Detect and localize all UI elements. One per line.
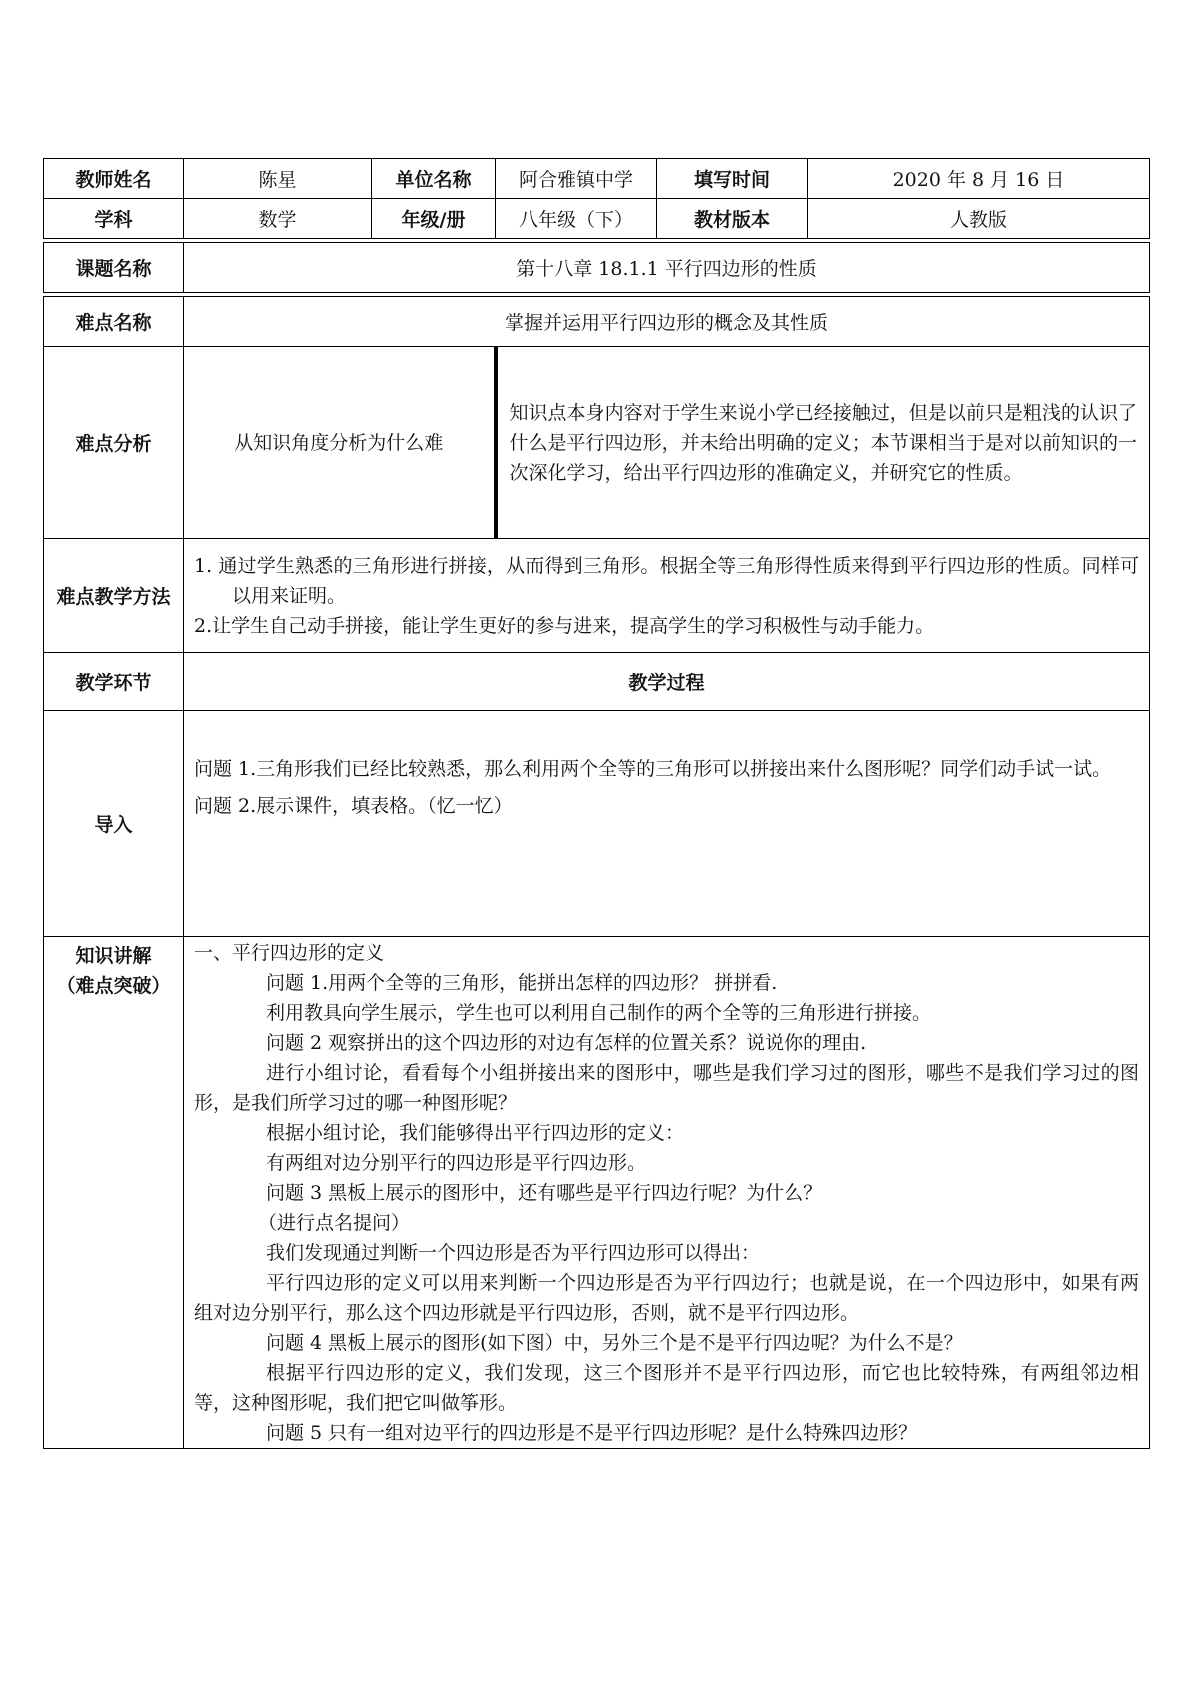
knowledge-p11: 问题 4 黑板上展示的图形(如下图）中，另外三个是不是平行四边呢？为什么不是？ [266, 1332, 963, 1354]
lesson-plan-sheet [43, 158, 1149, 1449]
knowledge-p5: 根据小组讨论，我们能够得出平行四边形的定义： [266, 1122, 685, 1144]
knowledge-row [44, 937, 1150, 1449]
topic-row [44, 243, 1150, 293]
knowledge-label [44, 937, 184, 1449]
knowledge-p12: 根据平行四边形的定义，我们发现，这三个图形并不是平行四边形，而它也比较特殊，有两组邻边相等，这种图形呢，我们把它叫做筝形。 [194, 1362, 1139, 1414]
unit-value: 阿合雅镇中学 [496, 159, 657, 199]
method-item-2: 2.让学生自己动手拼接，能让学生更好的参与进来，提高学生的学习积极性与动手能力。 [194, 614, 935, 637]
knowledge-p8: （进行点名提问） [258, 1212, 411, 1234]
knowledge-label-line2: （难点突破） [56, 975, 171, 997]
knowledge-p1: 问题 1.用两个全等的三角形，能拼出怎样的四边形？ 拼拼看. [266, 972, 778, 994]
process-value: 教学过程 [184, 653, 1150, 711]
knowledge-heading: 一、平行四边形的定义 [194, 942, 385, 964]
knowledge-p13: 问题 5 只有一组对边平行的四边形是不是平行四边形呢？是什么特殊四边形？ [266, 1422, 918, 1444]
analysis-row [44, 347, 1150, 539]
difficulty-row [44, 297, 1150, 347]
knowledge-label-line1: 知识讲解 [75, 945, 152, 967]
analysis-sub-label-text: 从知识角度分析为什么难 [234, 431, 444, 454]
method-row [44, 539, 1150, 653]
knowledge-p10: 平行四边形的定义可以用来判断一个四边形是否为平行四边行；也就是说，在一个四边形中，如果有两组对边分别平行，那么这个四边形就是平行四边形，否则，就不是平行四边形。 [194, 1272, 1139, 1324]
edition-label: 教材版本 [657, 199, 808, 239]
method-cell [184, 539, 1150, 653]
lesson-plan-table [43, 158, 1150, 1449]
date-label: 填写时间 [657, 159, 808, 199]
grade-label: 年级/册 [372, 199, 496, 239]
analysis-sub-label [184, 347, 496, 539]
header-row-1 [44, 159, 1150, 199]
method-item-1: 1. 通过学生熟悉的三角形进行拼接，从而得到三角形。根据全等三角形得性质来得到平行四边形的性质。同样可以用来证明。 [194, 554, 1139, 607]
intro-q1: 问题 1.三角形我们已经比较熟悉，那么利用两个全等的三角形可以拼接出来什么图形呢？同学们动手试一试。 [194, 758, 1112, 780]
analysis-text-cell [496, 347, 1150, 539]
knowledge-p2: 利用教具向学生展示，学生也可以利用自己制作的两个全等的三角形进行拼接。 [266, 1002, 932, 1024]
knowledge-p9: 我们发现通过判断一个四边形是否为平行四边形可以得出： [266, 1242, 761, 1264]
grade-value: 八年级（下） [496, 199, 657, 239]
header-row-2 [44, 199, 1150, 239]
knowledge-p3: 问题 2 观察拼出的这个四边形的对边有怎样的位置关系？说说你的理由. [266, 1032, 867, 1054]
process-label: 教学环节 [44, 653, 184, 711]
teacher-value: 陈星 [184, 159, 372, 199]
date-value: 2020 年 8 月 16 日 [808, 159, 1150, 199]
intro-row [44, 711, 1150, 937]
process-header-row [44, 653, 1150, 711]
unit-label: 单位名称 [372, 159, 496, 199]
difficulty-value: 掌握并运用平行四边形的概念及其性质 [184, 297, 1150, 347]
topic-value: 第十八章 18.1.1 平行四边形的性质 [184, 243, 1150, 293]
knowledge-p4: 进行小组讨论，看看每个小组拼接出来的图形中，哪些是我们学习过的图形，哪些不是我们学习过的图形，是我们所学习过的哪一种图形呢？ [194, 1062, 1139, 1114]
knowledge-p7: 问题 3 黑板上展示的图形中，还有哪些是平行四边行呢？为什么？ [266, 1182, 823, 1204]
intro-q2: 问题 2.展示课件，填表格。（忆一忆） [194, 795, 513, 817]
analysis-text: 知识点本身内容对于学生来说小学已经接触过，但是以前只是粗浅的认识了什么是平行四边形，并未给出明确的定义；本节课相当于是对以前知识的一次深化学习，给出平行四边形的准确定义，并研究它的性质。 [509, 401, 1137, 484]
knowledge-p6: 有两组对边分别平行的四边形是平行四边形。 [266, 1152, 647, 1174]
knowledge-cell [184, 937, 1150, 1449]
topic-label: 课题名称 [44, 243, 184, 293]
difficulty-label: 难点名称 [44, 297, 184, 347]
method-label: 难点教学方法 [44, 539, 184, 653]
intro-cell [184, 711, 1150, 937]
edition-value: 人教版 [808, 199, 1150, 239]
subject-label: 学科 [44, 199, 184, 239]
teacher-label: 教师姓名 [44, 159, 184, 199]
intro-label: 导入 [44, 711, 184, 937]
subject-value: 数学 [184, 199, 372, 239]
analysis-label: 难点分析 [44, 347, 184, 539]
